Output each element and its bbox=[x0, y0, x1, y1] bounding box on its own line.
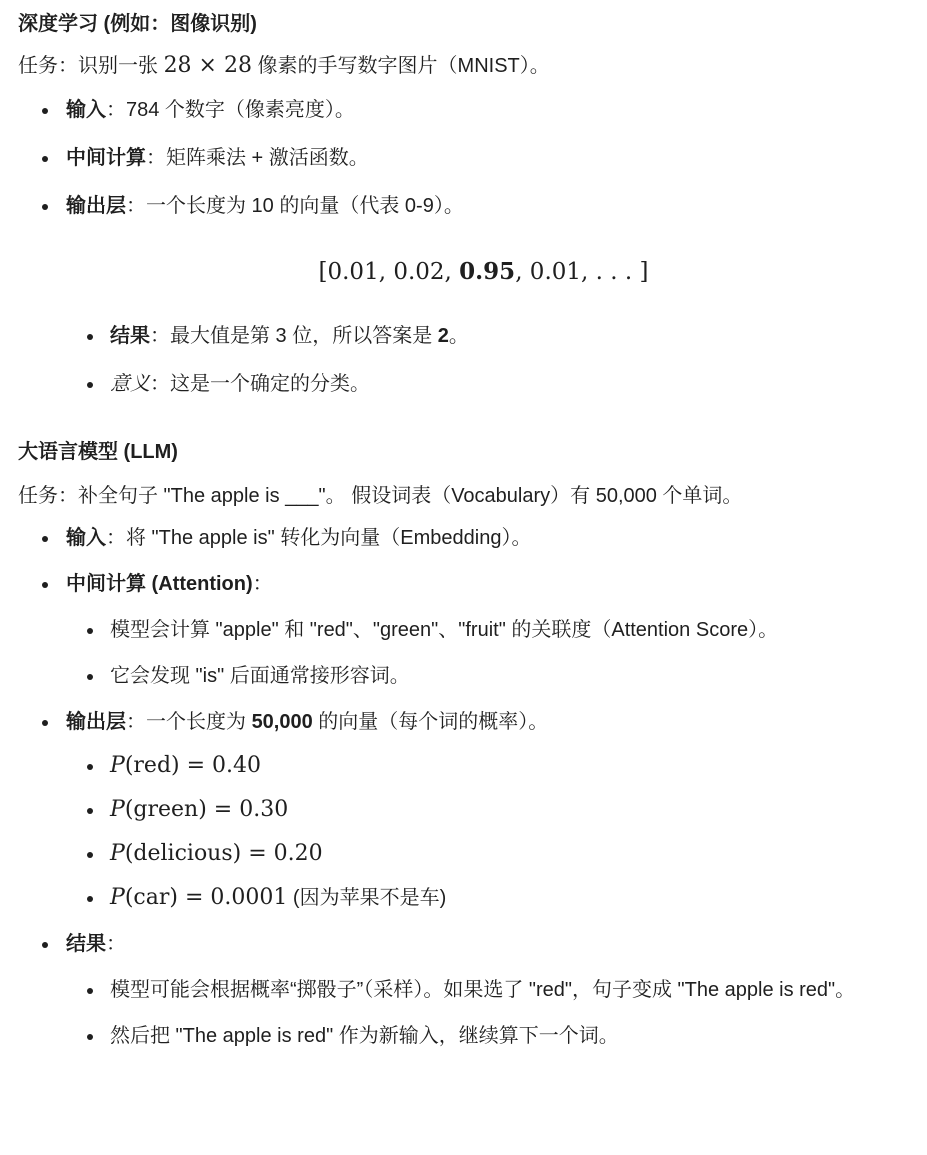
dl-result-label: 结果 bbox=[110, 325, 150, 347]
probability-item: P(delicious) = 0.20 bbox=[66, 839, 909, 869]
llm-mid-sublist bbox=[66, 615, 909, 691]
dl-task-math: 28 × 28 bbox=[163, 53, 252, 78]
prob-note: (因为苹果不是车) bbox=[287, 887, 447, 909]
dl-out-label: 输出层 bbox=[66, 195, 126, 217]
prob-word: car bbox=[133, 885, 170, 910]
llm-list bbox=[18, 523, 909, 1051]
llm-result-sublist bbox=[66, 975, 909, 1051]
dl-task-prefix: 任务：识别一张 bbox=[18, 55, 164, 77]
list-item bbox=[18, 707, 909, 913]
prob-value: 0.0001 bbox=[210, 885, 288, 910]
probability-list bbox=[66, 751, 909, 913]
list-item: 它会发现 "is" 后面通常接形容词。 bbox=[66, 661, 909, 691]
probability-item: P(red) = 0.40 bbox=[66, 751, 909, 781]
list-item bbox=[18, 95, 909, 125]
dl-result-answer: 2 bbox=[437, 325, 449, 347]
dl-task bbox=[18, 51, 909, 81]
list-item bbox=[18, 191, 909, 221]
dl-list bbox=[18, 95, 909, 221]
dl-input-label: 输入 bbox=[66, 99, 106, 121]
probability-item: P(green) = 0.30 bbox=[66, 795, 909, 825]
dl-sub-list bbox=[18, 321, 909, 399]
llm-mid-label: 中间计算 (Attention) bbox=[66, 573, 253, 595]
dl-mid-label: 中间计算 bbox=[66, 147, 146, 169]
list-item bbox=[18, 321, 909, 351]
list-item: 模型会计算 "apple" 和 "red"、"green"、"fruit" 的关联度（Attention Score）。 bbox=[66, 615, 909, 645]
prob-value: 0.20 bbox=[273, 841, 323, 866]
list-item bbox=[18, 143, 909, 173]
dl-result-end: 。 bbox=[448, 325, 469, 347]
dl-input-text: ：784 个数字（像素亮度）。 bbox=[106, 99, 355, 121]
llm-input-label: 输入 bbox=[66, 527, 106, 549]
list-item bbox=[18, 369, 909, 399]
prob-word: red bbox=[133, 753, 172, 778]
prob-value: 0.30 bbox=[239, 797, 289, 822]
dl-out-text: ：一个长度为 10 的向量（代表 0-9）。 bbox=[126, 195, 464, 217]
dl-meaning-text: ：这是一个确定的分类。 bbox=[150, 373, 370, 395]
llm-input-text: ：将 "The apple is" 转化为向量（Embedding）。 bbox=[106, 527, 532, 549]
vector-max-value: 0.95 bbox=[459, 258, 516, 285]
dl-mid-text: ：矩阵乘法 + 激活函数。 bbox=[146, 147, 369, 169]
prob-word: delicious bbox=[133, 841, 233, 866]
dl-meaning-label: 意义 bbox=[110, 373, 150, 395]
section-title-llm: 大语言模型 (LLM) bbox=[18, 441, 178, 463]
list-item bbox=[18, 523, 909, 553]
dl-result-text: ：最大值是第 3 位，所以答案是 bbox=[150, 325, 438, 347]
llm-out-text: 的向量（每个词的概率）。 bbox=[312, 711, 549, 733]
llm-out-label: 输出层 bbox=[66, 711, 126, 733]
llm-mid-text: ： bbox=[252, 573, 273, 595]
list-item bbox=[18, 929, 909, 1051]
llm-result-label: 结果 bbox=[66, 933, 106, 955]
list-item: 然后把 "The apple is red" 作为新输入，继续算下一个词。 bbox=[66, 1021, 909, 1051]
llm-out-size: 50,000 bbox=[251, 711, 313, 733]
llm-out-text: ：一个长度为 bbox=[126, 711, 252, 733]
dl-task-suffix: 像素的手写数字图片（MNIST）。 bbox=[251, 55, 550, 77]
vector-part: , 0.01, . . . ] bbox=[515, 259, 649, 285]
vector-part: [0.01, 0.02, bbox=[318, 259, 460, 285]
list-item bbox=[18, 569, 909, 691]
output-vector-equation bbox=[18, 255, 909, 289]
prob-value: 0.40 bbox=[212, 753, 262, 778]
list-item: 模型可能会根据概率“掷骰子”（采样）。如果选了 "red"，句子变成 "The apple is red"。 bbox=[66, 975, 909, 1005]
prob-word: green bbox=[133, 797, 199, 822]
probability-item: P(car) = 0.0001 (因为苹果不是车) bbox=[66, 883, 909, 913]
section-title-deep-learning: 深度学习 (例如：图像识别) bbox=[18, 13, 257, 35]
llm-result-text: ： bbox=[106, 933, 126, 955]
llm-task: 任务：补全句子 "The apple is ___"。 假设词表（Vocabulary）有 50,000 个单词。 bbox=[18, 485, 743, 507]
